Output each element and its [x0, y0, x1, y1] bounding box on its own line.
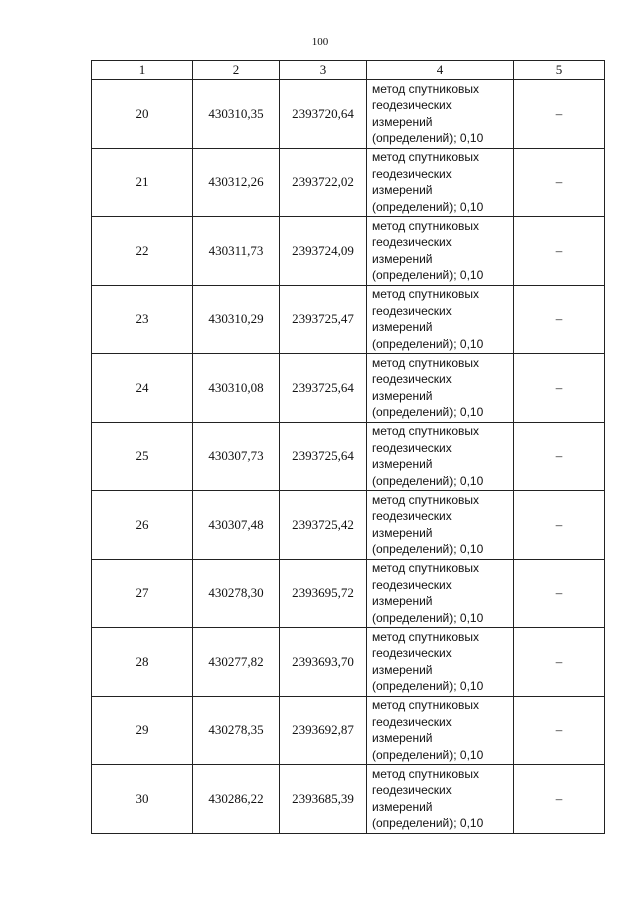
method-line: геодезических: [372, 577, 452, 592]
point-number: 27: [92, 559, 193, 628]
method-line: геодезических: [372, 372, 452, 387]
table-row: [92, 354, 605, 423]
method-line: (определений); 0,10: [372, 679, 484, 694]
table-row: [92, 628, 605, 697]
method-line: метод спутниковых: [372, 424, 480, 439]
note-cell: –: [514, 80, 605, 149]
method-cell: [367, 422, 514, 491]
method-line: геодезических: [372, 235, 452, 250]
method-line: (определений); 0,10: [372, 747, 484, 762]
note-cell: –: [514, 628, 605, 697]
note-cell: –: [514, 354, 605, 423]
method-line: метод спутниковых: [372, 150, 480, 165]
note-cell: –: [514, 696, 605, 765]
column-header-4: 4: [367, 61, 514, 80]
point-number: 25: [92, 422, 193, 491]
coordinate-x: 430312,26: [193, 148, 280, 217]
point-number: 29: [92, 696, 193, 765]
coordinate-y: 2393685,39: [280, 765, 367, 834]
method-line: (определений); 0,10: [372, 336, 484, 351]
coordinate-x: 430311,73: [193, 217, 280, 286]
method-line: метод спутниковых: [372, 218, 480, 233]
method-line: геодезических: [372, 783, 452, 798]
note-cell: –: [514, 217, 605, 286]
coordinate-x: 430307,73: [193, 422, 280, 491]
method-cell: [367, 765, 514, 834]
method-line: метод спутниковых: [372, 355, 480, 370]
method-cell: [367, 491, 514, 560]
method-line: геодезических: [372, 440, 452, 455]
coordinate-y: 2393695,72: [280, 559, 367, 628]
method-line: (определений); 0,10: [372, 542, 484, 557]
table-row: [92, 148, 605, 217]
table-row: [92, 422, 605, 491]
method-cell: [367, 285, 514, 354]
table-row: [92, 285, 605, 354]
method-line: измерений: [372, 525, 433, 540]
point-number: 20: [92, 80, 193, 149]
method-line: метод спутниковых: [372, 629, 480, 644]
table-row: [92, 80, 605, 149]
method-line: геодезических: [372, 714, 452, 729]
coordinate-x: 430278,35: [193, 696, 280, 765]
method-line: измерений: [372, 320, 433, 335]
method-line: геодезических: [372, 509, 452, 524]
column-header-2: 2: [193, 61, 280, 80]
page-number: 100: [311, 36, 329, 48]
table-body: [92, 80, 605, 834]
column-header-1: 1: [92, 61, 193, 80]
table-row: [92, 559, 605, 628]
note-cell: –: [514, 559, 605, 628]
coordinate-x: 430278,30: [193, 559, 280, 628]
coordinate-y: 2393725,42: [280, 491, 367, 560]
method-line: измерений: [372, 251, 433, 266]
coordinate-y: 2393692,87: [280, 696, 367, 765]
coordinate-y: 2393725,47: [280, 285, 367, 354]
coordinate-x: 430286,22: [193, 765, 280, 834]
method-line: (определений); 0,10: [372, 405, 484, 420]
coordinate-y: 2393724,09: [280, 217, 367, 286]
method-line: измерений: [372, 388, 433, 403]
method-line: измерений: [372, 799, 433, 814]
method-cell: [367, 628, 514, 697]
method-cell: [367, 696, 514, 765]
method-line: (определений); 0,10: [372, 610, 484, 625]
coordinate-y: 2393725,64: [280, 354, 367, 423]
coordinate-x: 430310,29: [193, 285, 280, 354]
method-cell: [367, 354, 514, 423]
method-line: (определений); 0,10: [372, 473, 484, 488]
table-row: [92, 491, 605, 560]
method-line: измерений: [372, 594, 433, 609]
note-cell: –: [514, 422, 605, 491]
table-header-row: [92, 61, 605, 80]
method-line: (определений); 0,10: [372, 199, 484, 214]
point-number: 21: [92, 148, 193, 217]
method-line: геодезических: [372, 98, 452, 113]
coordinate-y: 2393722,02: [280, 148, 367, 217]
method-line: (определений); 0,10: [372, 816, 484, 831]
coordinate-x: 430307,48: [193, 491, 280, 560]
coordinates-table: [91, 60, 605, 834]
coordinate-y: 2393720,64: [280, 80, 367, 149]
method-line: метод спутниковых: [372, 492, 480, 507]
method-line: метод спутниковых: [372, 698, 480, 713]
coordinate-x: 430277,82: [193, 628, 280, 697]
method-line: измерений: [372, 183, 433, 198]
table-row: [92, 217, 605, 286]
note-cell: –: [514, 491, 605, 560]
point-number: 22: [92, 217, 193, 286]
point-number: 24: [92, 354, 193, 423]
note-cell: –: [514, 765, 605, 834]
method-line: метод спутниковых: [372, 81, 480, 96]
method-line: (определений); 0,10: [372, 131, 484, 146]
method-line: метод спутниковых: [372, 287, 480, 302]
coordinate-y: 2393693,70: [280, 628, 367, 697]
point-number: 28: [92, 628, 193, 697]
coordinate-x: 430310,08: [193, 354, 280, 423]
coordinate-y: 2393725,64: [280, 422, 367, 491]
note-cell: –: [514, 148, 605, 217]
point-number: 30: [92, 765, 193, 834]
method-line: измерений: [372, 457, 433, 472]
method-line: измерений: [372, 731, 433, 746]
method-line: геодезических: [372, 646, 452, 661]
table-row: [92, 696, 605, 765]
method-cell: [367, 148, 514, 217]
note-cell: –: [514, 285, 605, 354]
method-line: измерений: [372, 114, 433, 129]
table-row: [92, 765, 605, 834]
method-line: геодезических: [372, 303, 452, 318]
method-cell: [367, 559, 514, 628]
method-line: измерений: [372, 662, 433, 677]
coordinate-x: 430310,35: [193, 80, 280, 149]
column-header-5: 5: [514, 61, 605, 80]
method-line: (определений); 0,10: [372, 268, 484, 283]
method-cell: [367, 217, 514, 286]
point-number: 26: [92, 491, 193, 560]
point-number: 23: [92, 285, 193, 354]
method-cell: [367, 80, 514, 149]
method-line: геодезических: [372, 166, 452, 181]
column-header-3: 3: [280, 61, 367, 80]
method-line: метод спутниковых: [372, 561, 480, 576]
method-line: метод спутниковых: [372, 766, 480, 781]
